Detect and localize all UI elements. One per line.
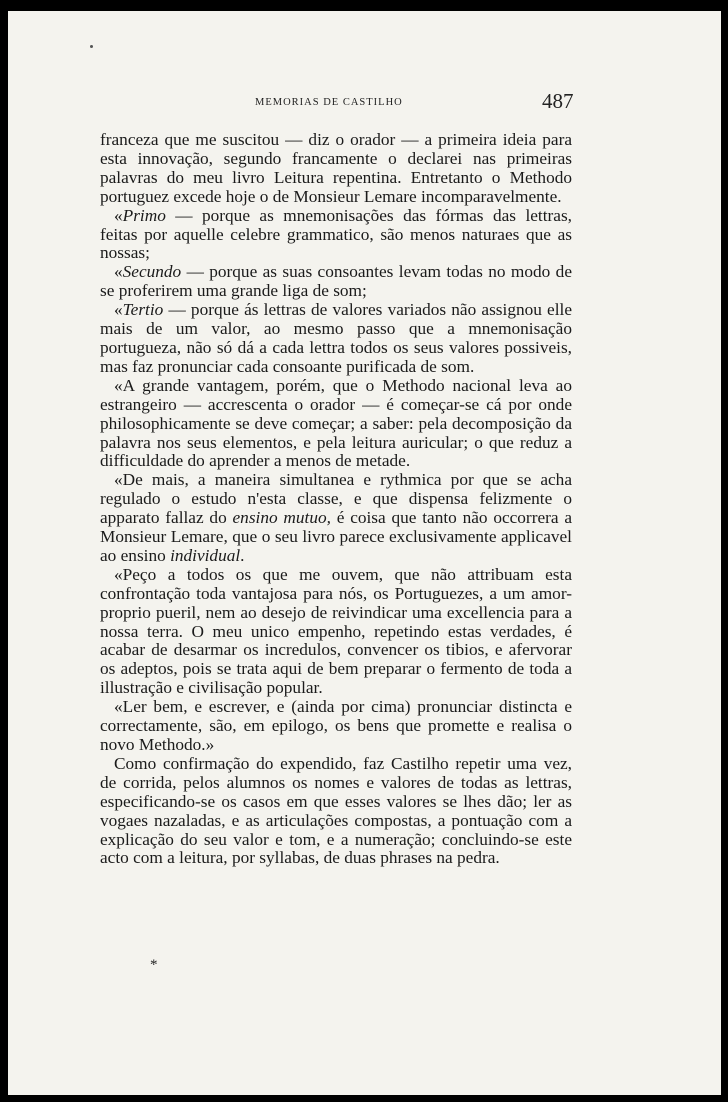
- body-text: [100, 131, 572, 868]
- text-run: «Ler bem, e escrever, e (ainda por cima) pronunciar distincta e correctamente, são, em epilogo, os bens que promette e realisa o novo Methodo.»: [100, 697, 572, 754]
- paragraph-vantagem: [100, 377, 572, 472]
- text-run: «A grande vantagem, porém, que o Methodo nacional leva ao estrangeiro — accrescenta o orador — é começar-se cá por onde philosophicamente se deve começar; a saber: pela decomposição da palavra nos seus elementos, e pela leitura auricular; o que reduz a difficuldade do aprender a menos de metade.: [100, 375, 572, 471]
- running-head: MEMORIAS DE CASTILHO: [255, 97, 403, 108]
- text-run: «: [114, 300, 123, 320]
- paragraph-confirmacao: [100, 755, 572, 868]
- text-run: .: [240, 545, 245, 565]
- italic-term: Primo: [122, 205, 166, 225]
- text-run: «: [114, 262, 123, 282]
- paragraph-tertio: [100, 301, 572, 377]
- italic-term: ensino mutuo,: [232, 508, 331, 528]
- text-run: — porque ás lettras de valores variados não assignou elle mais de um valor, ao mesmo passo que a mnemonisação portugueza, não só dá a cada lettra todos os seus valores possiveis, mas faz pronunciar cada consoante purificada de som.: [100, 300, 572, 376]
- asterisk-ornament: *: [150, 957, 158, 973]
- paragraph-primo: [100, 207, 572, 264]
- book-page: [8, 11, 721, 1095]
- text-run: Como confirmação do expendido, faz Castilho repetir uma vez, de corrida, pelos alumnos os nomes e valores de todas as lettras, especificando-se os casos em que esses valores se lhes dão; ler as vogaes nazaladas, e as articulações compostas, a pontuação com a explicação do seu valor e tom, e a numeração; concluindo-se este acto com a leitura, por syllabas, de duas phrases na pedra.: [100, 753, 572, 868]
- paragraph-peco: [100, 566, 572, 698]
- italic-term: Secundo: [122, 262, 182, 282]
- page-header: [8, 91, 721, 113]
- paragraph-continuation: [100, 131, 572, 207]
- text-run: «Peço a todos os que me ouvem, que não attribuam esta confrontação toda vantajosa para nós, os Portuguezes, a um amor-proprio pueril, nem ao desejo de reivindicar uma excellencia para a nossa terra. O meu unico empenho, repetindo estas verdades, é acabar de desarmar os incredulos, convencer os tibios, e afervorar os adeptos, pois se trata aqui de bem preparar o fermento de toda a illustração e civilisação popular.: [100, 564, 572, 698]
- paragraph-de-mais: [100, 471, 572, 566]
- italic-term: Tertio: [122, 300, 164, 320]
- page-number: 487: [542, 89, 574, 113]
- paper-speck: [90, 45, 93, 48]
- text-run: — porque as mnemonisações das fórmas das lettras, feitas por aquelle celebre grammatico, são menos naturaes que as nossas;: [100, 205, 572, 263]
- text-run: franceza que me suscitou — diz o orador — a primeira ideia para esta innovação, segundo francamente o declarei nas primeiras palavras do meu livro Leitura repentina. Entretanto o Methodo portuguez excede hoje o de Monsieur Lemare incomparavelmente.: [100, 130, 572, 206]
- paragraph-secundo: [100, 263, 572, 301]
- text-run: é coisa que tanto não occorrera a Monsieur Lemare, que o seu livro parece exclusivamente applicavel ao ensino: [100, 508, 572, 565]
- paragraph-ler-bem: [100, 698, 572, 755]
- text-run: «De mais, a maneira simultanea e rythmica por que se acha regulado o estudo n'esta classe, e que dispensa felizmente o apparato fallaz do: [100, 470, 572, 528]
- text-run: — porque as suas consoantes levam todas no modo de se proferirem uma grande liga de som;: [100, 262, 572, 301]
- italic-term: individual: [170, 545, 241, 565]
- text-run: «: [114, 205, 123, 225]
